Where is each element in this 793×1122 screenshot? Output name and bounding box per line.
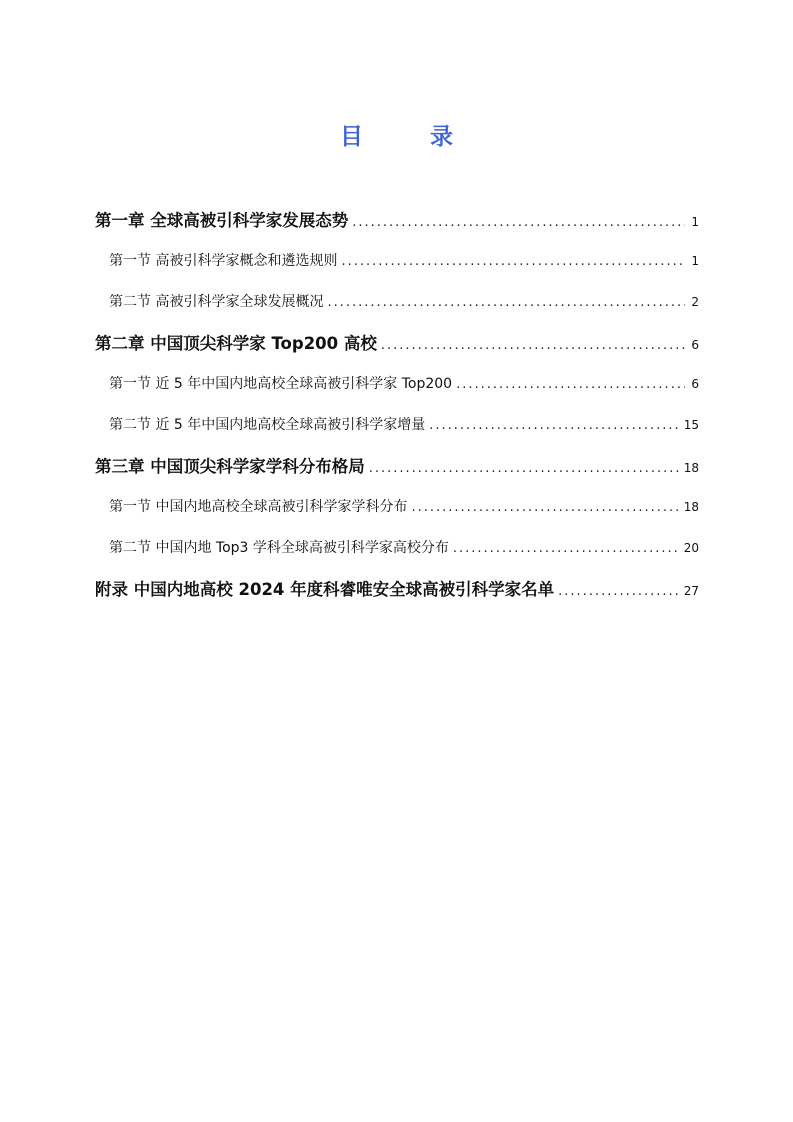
toc-entry-label: 第二节 中国内地 Top3 学科全球高被引科学家高校分布: [109, 540, 449, 556]
toc-entry-section-1-2[interactable]: [95, 282, 699, 323]
toc-entry-appendix[interactable]: [95, 569, 699, 610]
toc-entry-label: 第二章 中国顶尖科学家 Top200 高校: [95, 334, 377, 353]
page-title: 目 录: [340, 124, 475, 150]
toc-entry-label: 附录 中国内地高校 2024 年度科睿唯安全球高被引科学家名单: [95, 580, 555, 599]
toc-entry-section-2-2[interactable]: [95, 405, 699, 446]
toc-page-number: 15: [683, 418, 699, 432]
toc-entry-section-3-1[interactable]: [95, 487, 699, 528]
toc-entry-chapter-1[interactable]: [95, 200, 699, 241]
dot-leader: [456, 364, 685, 405]
dot-leader: [327, 282, 685, 323]
toc-entry-label: 第三章 中国顶尖科学家学科分布格局: [95, 457, 365, 476]
toc-entry-label: 第一节 高被引科学家概念和遴选规则: [109, 253, 338, 269]
dot-leader: [429, 405, 679, 446]
dot-leader: [352, 202, 685, 243]
table-of-contents: [95, 200, 699, 610]
toc-entry-chapter-2[interactable]: [95, 323, 699, 364]
dot-leader: [411, 487, 679, 528]
toc-page-number: 20: [683, 541, 699, 555]
toc-page-number: 18: [683, 500, 699, 514]
toc-page-number: 6: [691, 338, 699, 352]
toc-entry-label: 第二节 高被引科学家全球发展概况: [109, 294, 324, 310]
toc-entry-section-3-2[interactable]: [95, 528, 699, 569]
toc-page-number: 2: [691, 295, 699, 309]
toc-page-number: 6: [691, 377, 699, 391]
toc-entry-section-1-1[interactable]: [95, 241, 699, 282]
toc-page-number: 1: [691, 254, 699, 268]
dot-leader: [369, 448, 680, 489]
toc-page-number: 18: [683, 461, 699, 475]
dot-leader: [341, 241, 685, 282]
toc-page-number: 1: [691, 215, 699, 229]
toc-entry-label: 第一节 中国内地高校全球高被引科学家学科分布: [109, 499, 408, 515]
dot-leader: [558, 571, 680, 612]
toc-page-number: 27: [683, 584, 699, 598]
dot-leader: [381, 325, 685, 366]
toc-entry-chapter-3[interactable]: [95, 446, 699, 487]
toc-entry-section-2-1[interactable]: [95, 364, 699, 405]
toc-entry-label: 第一章 全球高被引科学家发展态势: [95, 211, 349, 230]
dot-leader: [453, 528, 680, 569]
toc-entry-label: 第一节 近 5 年中国内地高校全球高被引科学家 Top200: [109, 376, 453, 392]
toc-entry-label: 第二节 近 5 年中国内地高校全球高被引科学家增量: [109, 417, 426, 433]
